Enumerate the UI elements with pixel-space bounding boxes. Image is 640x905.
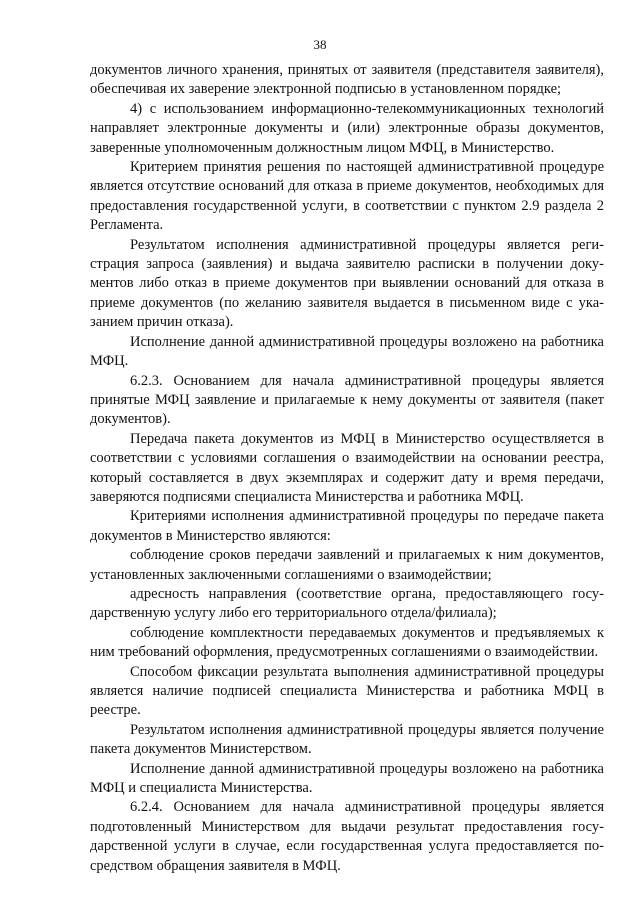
paragraph: Результатом исполнения административной процедуры является регистрация запроса (заявления) и выдача заявителю расписки в получении документов либо отказ в приеме документов при выявлении оснований для отказа в приеме документов (по желанию заявителя выдается в письменном виде с указанием причин отказа). <box>90 236 604 331</box>
paragraph: 6.2.3. Основанием для начала административной процедуры является принятые МФЦ заявление и прилагаемые к нему документы от заявителя (пакет документов). <box>90 372 604 428</box>
paragraph: 4) с использованием информационно-телекоммуникационных технологий направляет электронные документы и (или) электронные образы документов, заверенные уполномоченным должностным лицом МФЦ, в Министерство. <box>90 100 604 156</box>
paragraph: адресность направления (соответствие органа, предоставляющего государственную услугу либо его территориального отдела/филиала); <box>90 585 604 622</box>
paragraph: Исполнение данной административной процедуры возложено на работника МФЦ. <box>90 333 604 370</box>
paragraph: Исполнение данной административной процедуры возложено на работника МФЦ и специалиста Министерства. <box>90 760 604 797</box>
page-number: 38 <box>313 37 327 52</box>
body-text <box>90 61 604 876</box>
paragraph: соблюдение комплектности передаваемых документов и предъявляемых к ним требований оформления, предусмотренных соглашениями о взаимодействии. <box>90 624 604 661</box>
paragraph: Результатом исполнения административной процедуры является получение пакета документов Министерством. <box>90 721 604 758</box>
paragraph: Передача пакета документов из МФЦ в Министерство осуществляется в соответствии с условиями соглашения о взаимодействии на основании реестра, который составляется в двух экземплярах и содержит дату и время передачи, заверяются подписями специалиста Министерства и работника МФЦ. <box>90 430 604 505</box>
paragraph: Способом фиксации результата выполнения административной процедуры является наличие подписей специалиста Министерства и работника МФЦ в реестре. <box>90 663 604 719</box>
paragraph: Критериями исполнения административной процедуры по передаче пакета документов в Министерство являются: <box>90 508 604 544</box>
paragraph: документов личного хранения, принятых от заявителя (представителя заявителя), обеспечивая их заверение электронной подписью в установленном порядке; <box>90 62 604 98</box>
paragraph: 6.2.4. Основанием для начала административной процедуры является подготовленный Министерством для выдачи результат предоставления государственной услуги в случае, если государственная услуга предоставляется посредством обращения заявителя в МФЦ. <box>90 799 604 874</box>
paragraph: Критерием принятия решения по настоящей административной процедуре является отсутствие оснований для отказа в приеме документов, необходимых для предоставления государственной услуги, в соответствии с пунктом 2.9 раздела 2 Регламента. <box>90 159 604 234</box>
paragraph: соблюдение сроков передачи заявлений и прилагаемых к ним документов, установленных заключенными соглашениями о взаимодействии; <box>90 547 604 583</box>
